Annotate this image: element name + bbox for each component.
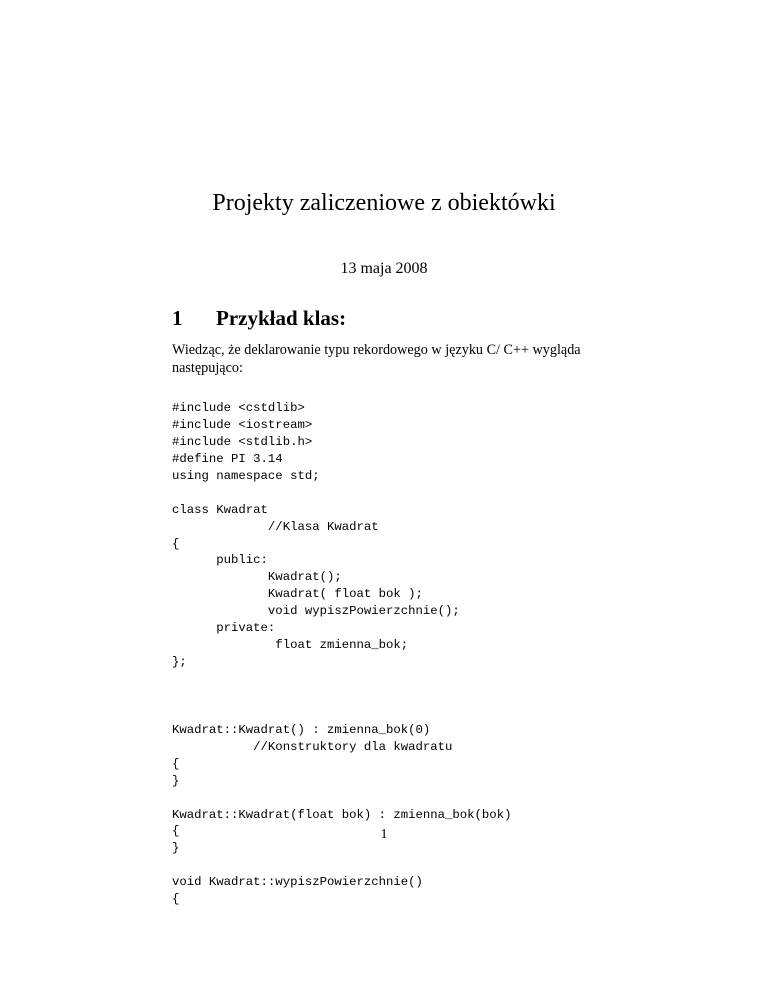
code-line (172, 790, 511, 807)
code-line: #include <stdlib.h> (172, 434, 313, 449)
section-number: 1 (172, 306, 183, 330)
code-line: //Konstruktory dla kwadratu (172, 739, 453, 754)
code-line: #include <iostream> (172, 417, 313, 432)
code-line: Kwadrat(); (172, 570, 342, 585)
code-line: #define PI 3.14 (172, 451, 283, 466)
code-line: void wypiszPowierzchnie(); (172, 604, 460, 619)
page-number: 1 (380, 827, 388, 842)
document-date: 13 maja 2008 (340, 260, 428, 277)
code-line (172, 671, 511, 688)
code-line (172, 705, 511, 722)
code-line: using namespace std; (172, 468, 320, 483)
code-line: Kwadrat( float bok ); (172, 587, 423, 602)
code-line: Kwadrat::Kwadrat(float bok) : zmienna_bok(bok) (172, 807, 512, 822)
code-line (172, 857, 511, 874)
section-heading (172, 305, 346, 331)
code-line: private: (172, 621, 276, 636)
code-line: { (172, 536, 180, 551)
code-line: { (172, 824, 180, 839)
code-line: { (172, 756, 180, 771)
code-line: //Klasa Kwadrat (172, 519, 379, 534)
code-line: class Kwadrat (172, 502, 268, 517)
code-line: #include <cstdlib> (172, 401, 305, 415)
document-title: Projekty zaliczeniowe z obiektówki (212, 190, 556, 216)
code-line: void Kwadrat::wypiszPowierzchnie() (172, 875, 423, 890)
code-line: } (172, 773, 180, 788)
code-line (172, 688, 511, 705)
code-line: { (172, 892, 180, 907)
code-line: float zmienna_bok; (172, 638, 409, 653)
code-line: public: (172, 553, 268, 568)
section-title: Przykład klas: (216, 306, 347, 330)
code-line: Kwadrat::Kwadrat() : zmienna_bok(0) (172, 722, 431, 737)
intro-paragraph: Wiedząc, że deklarowanie typu rekordowego w języku C/ C++ wygląda następująco: (172, 342, 581, 376)
code-line: }; (172, 655, 187, 670)
code-line (172, 485, 511, 502)
code-line: } (172, 841, 180, 856)
